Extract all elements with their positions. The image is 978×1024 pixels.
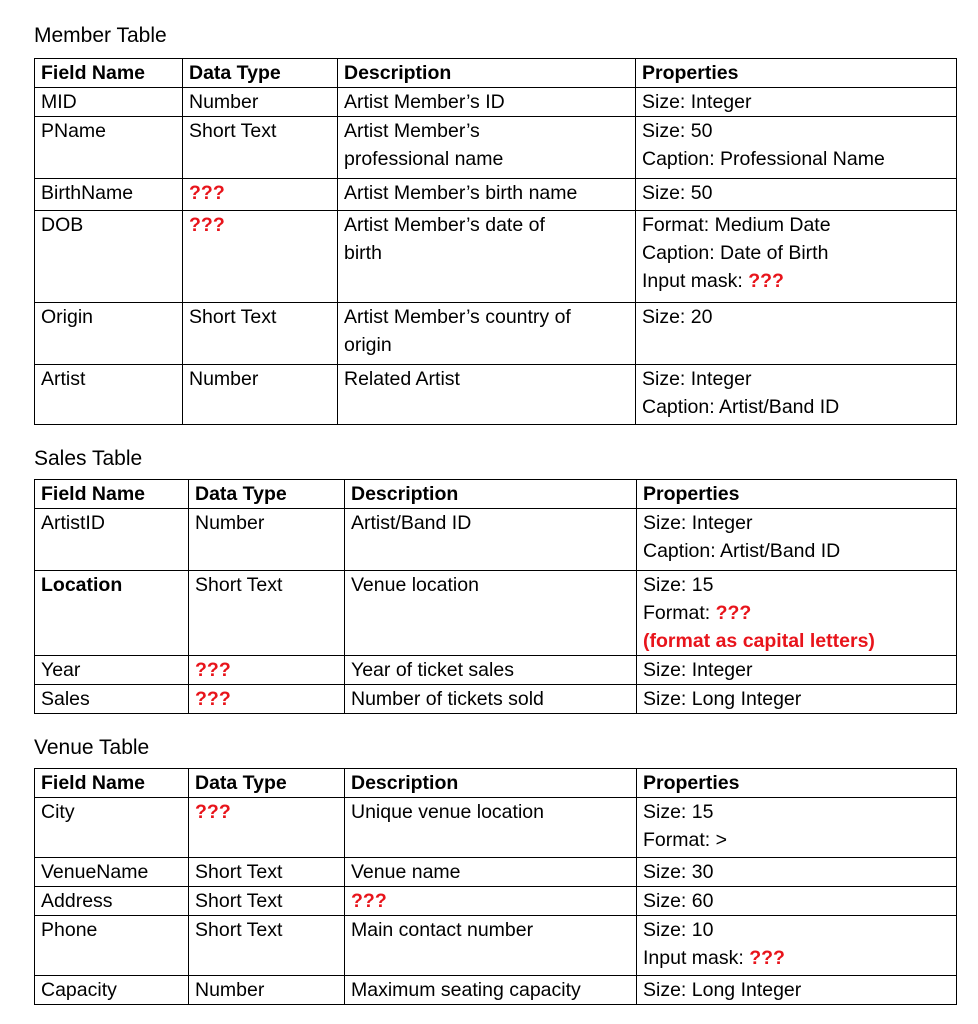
table-row bbox=[35, 798, 957, 858]
property-label: Input mask: bbox=[643, 947, 750, 969]
description-cell bbox=[345, 656, 637, 685]
header-data-type: Data Type bbox=[189, 769, 345, 798]
venue-table-section bbox=[0, 736, 978, 1022]
property-line: Size: 30 bbox=[643, 861, 714, 883]
venue-table bbox=[34, 768, 957, 1005]
data-type-cell: Short Text bbox=[189, 858, 345, 887]
header-description: Description bbox=[338, 59, 636, 88]
property-label: Input mask: bbox=[642, 270, 749, 292]
data-type-placeholder: ??? bbox=[189, 798, 345, 858]
field-name-cell: DOB bbox=[35, 211, 183, 303]
properties-cell bbox=[637, 509, 957, 571]
member-table-section bbox=[0, 24, 978, 434]
sales-table bbox=[34, 479, 957, 714]
properties-cell bbox=[637, 976, 957, 1005]
properties-cell bbox=[636, 303, 957, 365]
description-line: Artist Member’s bbox=[344, 120, 480, 142]
table-row bbox=[35, 858, 957, 887]
property-line: Size: Integer bbox=[642, 91, 752, 113]
table-row bbox=[35, 88, 957, 117]
table-row bbox=[35, 571, 957, 656]
table-row bbox=[35, 685, 957, 714]
property-line: Caption: Date of Birth bbox=[642, 242, 829, 264]
description-line: Number of tickets sold bbox=[351, 688, 544, 710]
table-row bbox=[35, 656, 957, 685]
member-table bbox=[34, 58, 957, 425]
properties-cell bbox=[637, 887, 957, 916]
property-line: Size: Long Integer bbox=[643, 979, 802, 1001]
description-cell bbox=[338, 365, 636, 425]
field-name-cell: MID bbox=[35, 88, 183, 117]
placeholder-marker: ??? bbox=[748, 270, 784, 292]
placeholder-marker: ??? bbox=[715, 602, 752, 624]
field-name-cell: Year bbox=[35, 656, 189, 685]
properties-cell bbox=[636, 88, 957, 117]
data-type-cell: Short Text bbox=[189, 916, 345, 976]
property-line bbox=[643, 599, 956, 627]
data-type-cell: Number bbox=[183, 88, 338, 117]
property-line: Size: 20 bbox=[642, 306, 713, 328]
description-cell bbox=[345, 509, 637, 571]
field-name-cell: BirthName bbox=[35, 179, 183, 211]
properties-cell bbox=[636, 117, 957, 179]
properties-cell bbox=[636, 179, 957, 211]
property-line: Size: 50 bbox=[642, 120, 713, 142]
sales-table-section bbox=[0, 447, 978, 722]
properties-cell bbox=[637, 571, 957, 656]
description-placeholder: ??? bbox=[351, 890, 387, 912]
field-name-cell: Location bbox=[35, 571, 189, 656]
description-cell bbox=[345, 858, 637, 887]
field-name-cell: Phone bbox=[35, 916, 189, 976]
description-line: Related Artist bbox=[344, 368, 460, 390]
property-line: Caption: Professional Name bbox=[642, 148, 885, 170]
description-line: professional name bbox=[344, 148, 504, 170]
description-line: Venue location bbox=[351, 574, 479, 596]
property-line: Size: 15 bbox=[643, 574, 714, 596]
property-line: Format: Medium Date bbox=[642, 214, 831, 236]
field-name-cell: Capacity bbox=[35, 976, 189, 1005]
header-properties: Properties bbox=[637, 480, 957, 509]
data-type-cell: Number bbox=[189, 976, 345, 1005]
field-name-cell: Sales bbox=[35, 685, 189, 714]
properties-cell bbox=[637, 916, 957, 976]
property-line bbox=[642, 267, 956, 295]
properties-cell bbox=[636, 211, 957, 303]
header-data-type: Data Type bbox=[183, 59, 338, 88]
property-line: Size: 50 bbox=[642, 182, 713, 204]
description-cell bbox=[345, 887, 637, 916]
field-name-cell: City bbox=[35, 798, 189, 858]
description-line: Artist Member’s birth name bbox=[344, 182, 578, 204]
table-row bbox=[35, 976, 957, 1005]
table-row bbox=[35, 365, 957, 425]
description-line: Unique venue location bbox=[351, 801, 544, 823]
data-type-placeholder: ??? bbox=[189, 685, 345, 714]
data-type-placeholder: ??? bbox=[189, 656, 345, 685]
field-name-cell: PName bbox=[35, 117, 183, 179]
header-field-name: Field Name bbox=[35, 769, 189, 798]
section-title: Member Table bbox=[34, 24, 167, 47]
table-row bbox=[35, 509, 957, 571]
table-row bbox=[35, 117, 957, 179]
description-line: Artist/Band ID bbox=[351, 512, 472, 534]
properties-cell bbox=[637, 656, 957, 685]
data-type-placeholder: ??? bbox=[183, 211, 338, 303]
description-line: Artist Member’s country of bbox=[344, 306, 571, 328]
description-cell bbox=[345, 685, 637, 714]
property-line: Caption: Artist/Band ID bbox=[642, 396, 840, 418]
description-cell bbox=[345, 798, 637, 858]
data-type-cell: Short Text bbox=[183, 303, 338, 365]
property-line: Size: Long Integer bbox=[643, 688, 802, 710]
field-name-cell: Artist bbox=[35, 365, 183, 425]
properties-cell bbox=[637, 798, 957, 858]
description-line: origin bbox=[344, 334, 392, 356]
property-line: Size: 60 bbox=[643, 890, 714, 912]
description-line: birth bbox=[344, 242, 382, 264]
data-type-placeholder: ??? bbox=[183, 179, 338, 211]
field-name-cell: VenueName bbox=[35, 858, 189, 887]
header-properties: Properties bbox=[636, 59, 957, 88]
field-name-cell: Address bbox=[35, 887, 189, 916]
description-cell bbox=[345, 571, 637, 656]
table-row bbox=[35, 179, 957, 211]
description-cell bbox=[338, 303, 636, 365]
properties-cell bbox=[636, 365, 957, 425]
property-line: Size: Integer bbox=[643, 659, 753, 681]
property-line: Caption: Artist/Band ID bbox=[643, 540, 841, 562]
data-type-cell: Short Text bbox=[189, 571, 345, 656]
property-line: Size: Integer bbox=[642, 368, 752, 390]
properties-cell bbox=[637, 685, 957, 714]
header-field-name: Field Name bbox=[35, 59, 183, 88]
format-note: (format as capital letters) bbox=[643, 630, 875, 652]
field-name-cell: ArtistID bbox=[35, 509, 189, 571]
property-line: Size: 10 bbox=[643, 919, 714, 941]
description-line: Venue name bbox=[351, 861, 461, 883]
property-line bbox=[643, 944, 956, 972]
table-header-row bbox=[35, 480, 957, 509]
description-cell bbox=[338, 117, 636, 179]
header-data-type: Data Type bbox=[189, 480, 345, 509]
table-header-row bbox=[35, 59, 957, 88]
table-row bbox=[35, 211, 957, 303]
header-properties: Properties bbox=[637, 769, 957, 798]
data-type-cell: Number bbox=[189, 509, 345, 571]
header-field-name: Field Name bbox=[35, 480, 189, 509]
data-type-cell: Short Text bbox=[183, 117, 338, 179]
table-row bbox=[35, 303, 957, 365]
property-line: Format: > bbox=[643, 829, 727, 851]
properties-cell bbox=[637, 858, 957, 887]
description-cell bbox=[338, 179, 636, 211]
property-label: Format: bbox=[643, 602, 716, 624]
property-line: Size: Integer bbox=[643, 512, 753, 534]
description-cell bbox=[338, 88, 636, 117]
section-title: Sales Table bbox=[34, 447, 143, 470]
description-cell bbox=[345, 976, 637, 1005]
field-name-cell: Origin bbox=[35, 303, 183, 365]
description-cell bbox=[345, 916, 637, 976]
description-line: Main contact number bbox=[351, 919, 534, 941]
description-line: Artist Member’s date of bbox=[344, 214, 545, 236]
description-line: Maximum seating capacity bbox=[351, 979, 581, 1001]
header-description: Description bbox=[345, 769, 637, 798]
description-cell bbox=[338, 211, 636, 303]
placeholder-marker: ??? bbox=[749, 947, 785, 969]
description-line: Year of ticket sales bbox=[351, 659, 514, 681]
table-row bbox=[35, 887, 957, 916]
description-line: Artist Member’s ID bbox=[344, 91, 505, 113]
property-line: Size: 15 bbox=[643, 801, 714, 823]
section-title: Venue Table bbox=[34, 736, 150, 759]
table-row bbox=[35, 916, 957, 976]
header-description: Description bbox=[345, 480, 637, 509]
data-type-cell: Short Text bbox=[189, 887, 345, 916]
table-header-row bbox=[35, 769, 957, 798]
data-type-cell: Number bbox=[183, 365, 338, 425]
